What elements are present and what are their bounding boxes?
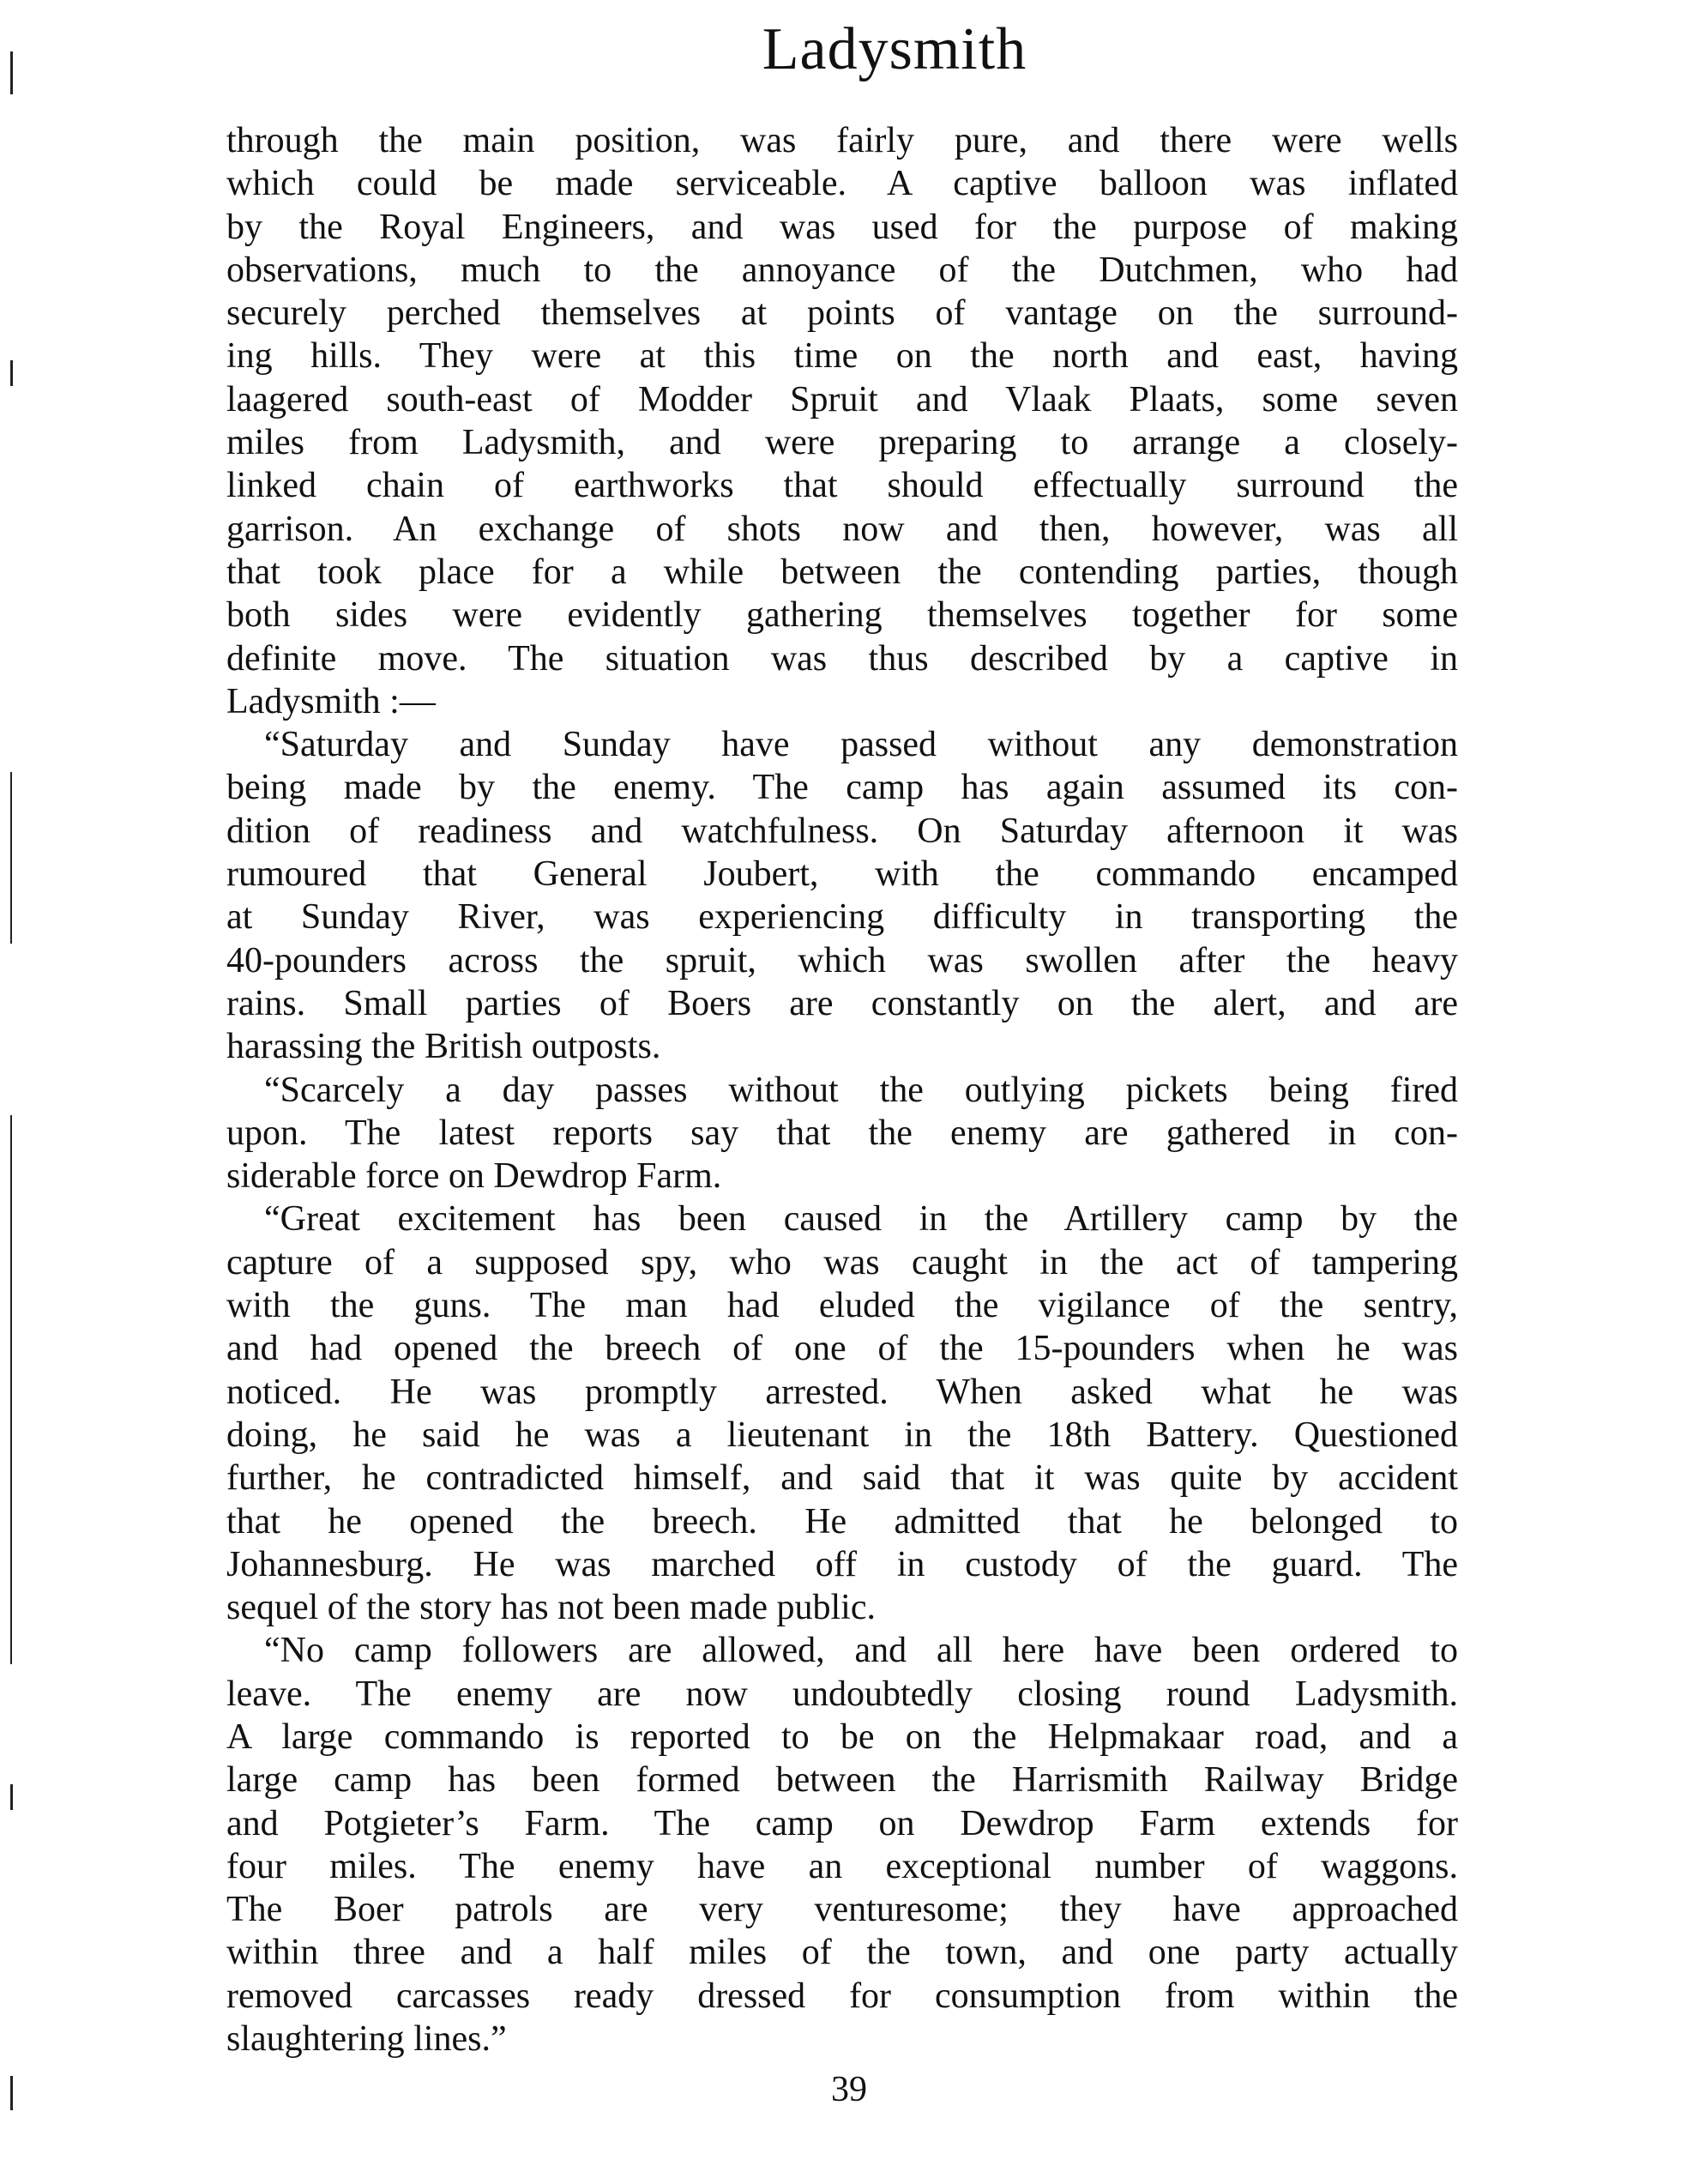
text-line: which could be made serviceable. A captive balloon was inflated: [226, 164, 1458, 204]
text-line: Johannesburg. He was marched off in custody of the guard. The: [226, 1544, 1458, 1584]
text-line: further, he contradicted himself, and said that it was quite by accident: [226, 1458, 1458, 1499]
text-line: both sides were evidently gathering themselves together for some: [226, 595, 1458, 636]
text-line: The Boer patrols are very venturesome; they have approached: [226, 1890, 1458, 1930]
text-line: securely perched themselves at points of vantage on the surround-: [226, 293, 1458, 334]
text-line: that took place for a while between the contending parties, though: [226, 552, 1458, 592]
text-line: rumoured that General Joubert, with the commando encamped: [226, 854, 1458, 895]
paragraph: [226, 1629, 1458, 2060]
text-line: through the main position, was fairly pure, and there were wells: [226, 121, 1458, 160]
text-line: rains. Small parties of Boers are constantly on the alert, and are: [226, 983, 1458, 1023]
scan-margin-mark: [10, 51, 13, 94]
scan-margin-mark: [10, 2076, 13, 2110]
text-line: 40-pounders across the spruit, which was swollen after the heavy: [226, 940, 1458, 980]
text-line: with the guns. The man had eluded the vigilance of the sentry,: [226, 1286, 1458, 1326]
text-line: by the Royal Engineers, and was used for the purpose of making: [226, 207, 1458, 247]
text-line: upon. The latest reports say that the enemy are gathered in con-: [226, 1113, 1458, 1153]
text-line: “Saturday and Sunday have passed without any demonstration: [264, 725, 1458, 765]
text-line: removed carcasses ready dressed for consumption from within the: [226, 1976, 1458, 2016]
text-line: definite move. The situation was thus described by a captive in: [226, 638, 1458, 679]
text-line: capture of a supposed spy, who was caught in the act of tampering: [226, 1242, 1458, 1282]
text-line: leave. The enemy are now undoubtedly closing round Ladysmith.: [226, 1674, 1458, 1714]
text-line: and Potgieter’s Farm. The camp on Dewdrop Farm extends for: [226, 1803, 1458, 1843]
text-line: large camp has been formed between the Harrismith Railway Bridge: [226, 1760, 1458, 1801]
text-line: observations, much to the annoyance of the Dutchmen, who had: [226, 250, 1458, 290]
text-line: and had opened the breech of one of the 15-pounders when he was: [226, 1329, 1458, 1369]
text-line: “Great excitement has been caused in the Artillery camp by the: [264, 1199, 1458, 1240]
text-line: Ladysmith :—: [226, 681, 436, 721]
text-line: dition of readiness and watchfulness. On Saturday afternoon it was: [226, 811, 1458, 851]
text-line: being made by the enemy. The camp has again assumed its con-: [226, 768, 1458, 808]
text-line: noticed. He was promptly arrested. When asked what he was: [226, 1372, 1458, 1412]
text-line: miles from Ladysmith, and were preparing to arrange a closely-: [226, 423, 1458, 463]
text-line: linked chain of earthworks that should effectually surround the: [226, 466, 1458, 506]
text-line: “Scarcely a day passes without the outlying pickets being fired: [264, 1070, 1458, 1110]
scan-margin-mark: [10, 1115, 12, 1664]
text-line: slaughtering lines.”: [226, 2019, 507, 2060]
text-line: doing, he said he was a lieutenant in the 18th Battery. Questioned: [226, 1415, 1458, 1455]
page-number: 39: [831, 2070, 867, 2109]
paragraph: [226, 723, 1458, 1068]
paragraph: [226, 1198, 1458, 1629]
text-line: ing hills. They were at this time on the north and east, having: [226, 336, 1458, 377]
body-text: [226, 119, 1458, 2060]
text-line: that he opened the breech. He admitted that he belonged to: [226, 1501, 1458, 1541]
text-line: garrison. An exchange of shots now and then, however, was all: [226, 509, 1458, 549]
scan-margin-mark: [10, 1784, 13, 1810]
paragraph: [226, 119, 1458, 723]
text-line: A large commando is reported to be on the Helpmakaar road, and a: [226, 1716, 1458, 1757]
text-line: sequel of the story has not been made public.: [226, 1588, 876, 1628]
text-line: siderable force on Dewdrop Farm.: [226, 1156, 722, 1197]
paragraph: [226, 1069, 1458, 1198]
text-line: “No camp followers are allowed, and all here have been ordered to: [264, 1631, 1458, 1671]
text-line: within three and a half miles of the town, and one party actually: [226, 1933, 1458, 1973]
scan-margin-mark: [10, 772, 12, 944]
text-line: four miles. The enemy have an exceptional number of waggons.: [226, 1846, 1458, 1886]
text-line: at Sunday River, was experiencing difficulty in transporting the: [226, 897, 1458, 938]
page-title: Ladysmith: [762, 16, 1027, 82]
text-line: harassing the British outposts.: [226, 1027, 661, 1067]
text-line: laagered south-east of Modder Spruit and Vlaak Plaats, some seven: [226, 379, 1458, 419]
scan-margin-mark: [10, 360, 13, 386]
